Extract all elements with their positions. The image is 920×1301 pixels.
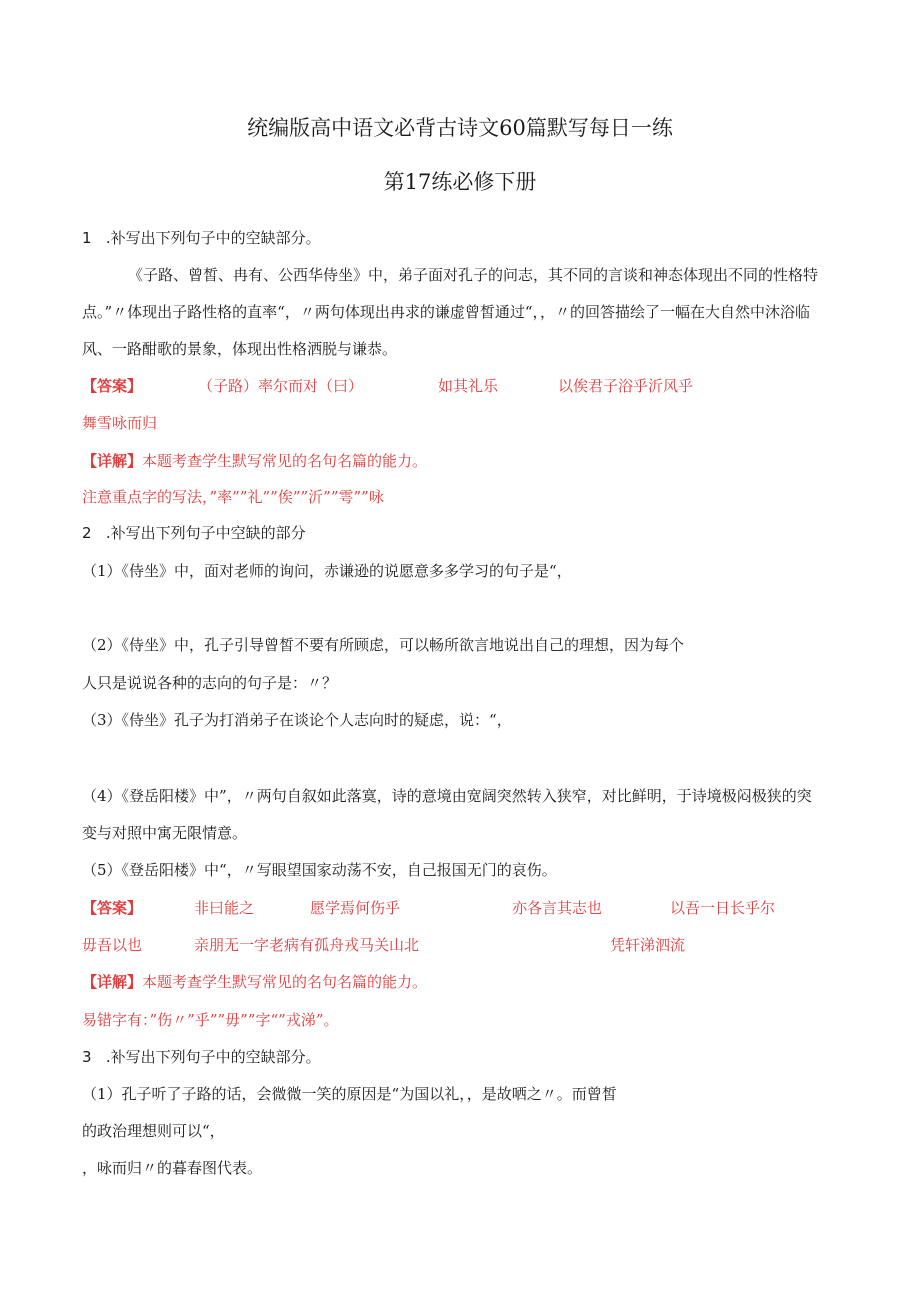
question-1-note: 注意重点字的写法，”率””礼””俟””沂””雩””咏 bbox=[82, 488, 384, 506]
question-2-detail-tag: 【详解】 bbox=[82, 973, 143, 991]
question-2-answer-7: 凭轩涕泗流 bbox=[610, 936, 686, 954]
question-1-answer-1: （子路）率尔而对（曰） bbox=[198, 377, 364, 395]
question-2-number: 2 bbox=[82, 524, 92, 542]
question-1-answer-tag: 【答案】 bbox=[82, 377, 143, 395]
question-2-heading bbox=[82, 523, 306, 543]
question-2-item-4-line-2: 变与对照中寓无限情意。 bbox=[82, 824, 248, 842]
question-2-answer-5: 毋吾以也 bbox=[82, 936, 143, 954]
question-2-item-5: （5）《登岳阳楼》中“，〃写眼望国家动荡不安，自己报国无门的哀伤。 bbox=[82, 861, 557, 879]
question-3-prompt: .补写出下列句子中的空缺部分。 bbox=[105, 1048, 321, 1066]
question-3-item-1-line-1: （1）孔子听了子路的话，会微微一笑的原因是“为国以礼，，是故哂之〃。而曾皙 bbox=[82, 1085, 617, 1103]
question-1-answer-2: 如其礼乐 bbox=[438, 377, 499, 395]
question-1-detail bbox=[82, 451, 427, 471]
question-2-item-4-line-1: （4）《登岳阳楼》中”，〃两句自叙如此落寞，诗的意境由宽阔突然转入狭窄，对比鲜明，于诗境极闷极狭的突 bbox=[82, 787, 812, 805]
question-1-heading bbox=[82, 228, 321, 248]
question-2-item-1: （1）《侍坐》中，面对老师的询问，赤谦逊的说愿意多多学习的句子是“， bbox=[82, 562, 572, 580]
question-2-detail bbox=[82, 972, 427, 992]
question-1-body-line-2: 点。”〃体现出子路性格的直率“，〃两句体现出冉求的谦虚曾皙通过“，，〃的回答描绘了一幅在大自然中沐浴临 bbox=[82, 303, 811, 321]
question-2-prompt: .补写出下列句子中空缺的部分 bbox=[105, 524, 306, 542]
question-3-item-1-line-3: ，咏而归〃的暮春图代表。 bbox=[82, 1159, 263, 1177]
question-1-prompt: .补写出下列句子中的空缺部分。 bbox=[105, 229, 321, 247]
question-3-item-1-line-2: 的政治理想则可以“， bbox=[82, 1122, 225, 1140]
question-1-body-line-3: 风、一路酣歌的景象，体现出性格洒脱与谦恭。 bbox=[82, 340, 398, 358]
question-2-answer-4: 以吾一日长乎尔 bbox=[670, 899, 776, 917]
question-2-answer-2: 愿学焉何伤乎 bbox=[310, 899, 401, 917]
question-1-detail-tag: 【详解】 bbox=[82, 452, 143, 470]
question-3-number: 3 bbox=[82, 1048, 92, 1066]
document-title: 统编版高中语文必背古诗文60篇默写每日一练 bbox=[247, 116, 673, 140]
question-1-body-line-1: 《子路、曾皙、冉有、公西华侍坐》中，弟子面对孔子的问志，其不同的言谈和神态体现出不同的性格特 bbox=[128, 266, 819, 284]
question-2-answer-1: 非曰能之 bbox=[194, 899, 255, 917]
question-1-number: 1 bbox=[82, 229, 92, 247]
question-2-answer-6: 亲朋无一字老病有孤舟戎马关山北 bbox=[194, 936, 420, 954]
question-2-answer-3: 亦各言其志也 bbox=[512, 899, 603, 917]
question-2-detail-text: 本题考查学生默写常见的名句名篇的能力。 bbox=[142, 973, 428, 991]
question-2-note: 易错字有：”伤〃”乎””毋””字“”戎涕”。 bbox=[82, 1011, 339, 1029]
question-3-heading bbox=[82, 1047, 321, 1067]
question-2-answer-tag: 【答案】 bbox=[82, 899, 143, 917]
question-2-item-2-line-2: 人只是说说各种的志向的句子是：〃？ bbox=[82, 674, 338, 692]
question-2-item-2-line-1: （2）《侍坐》中，孔子引导曾皙不要有所顾虑，可以畅所欲言地说出自己的理想，因为每个 bbox=[82, 636, 685, 654]
document-subtitle: 第17练必修下册 bbox=[383, 170, 537, 194]
question-1-answer-3: 以俟君子浴乎沂风乎 bbox=[558, 377, 694, 395]
question-1-detail-text: 本题考查学生默写常见的名句名篇的能力。 bbox=[142, 452, 428, 470]
question-2-item-3: （3）《侍坐》孔子为打消弟子在谈论个人志向时的疑虑，说：“， bbox=[82, 711, 512, 729]
question-1-answer-4: 舞雪咏而归 bbox=[82, 414, 158, 432]
